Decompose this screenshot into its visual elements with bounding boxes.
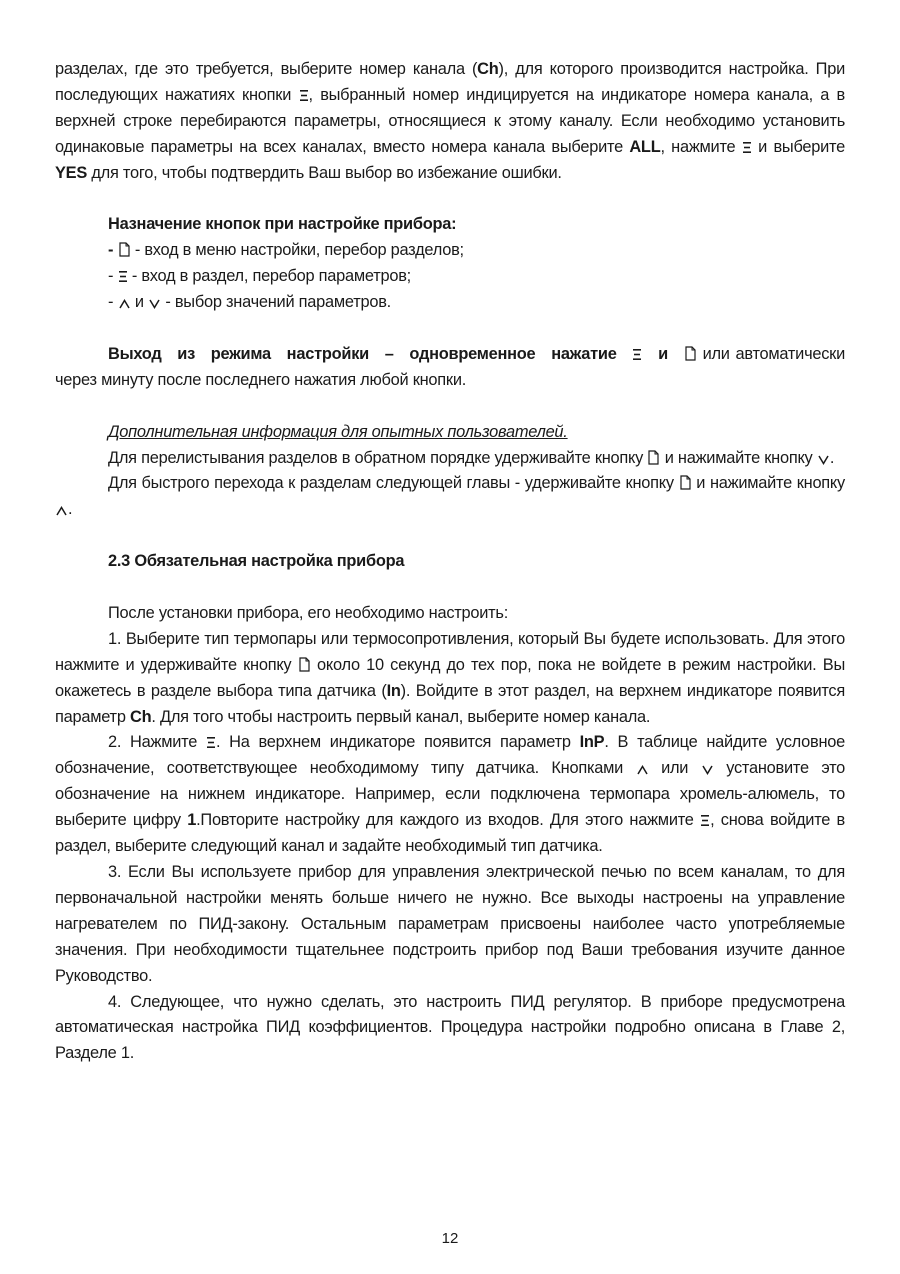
channel-param: Ch <box>477 60 499 78</box>
document-page <box>55 57 845 1067</box>
down-arrow-icon <box>702 765 713 775</box>
advanced-paragraph-1: Для перелистывания разделов в обратном порядке удерживайте кнопку и нажимайте кнопку . <box>108 448 835 467</box>
up-arrow-icon <box>119 299 130 309</box>
down-arrow-icon <box>818 455 829 465</box>
up-arrow-icon <box>56 506 67 516</box>
down-arrow-icon <box>149 299 160 309</box>
menu-icon <box>119 270 127 283</box>
list-item: - - вход в раздел, перебор параметров; <box>108 267 411 286</box>
page-icon <box>119 242 130 257</box>
menu-icon <box>300 89 308 102</box>
buttons-heading: Назначение кнопок при настройке прибора: <box>108 215 457 234</box>
up-arrow-icon <box>637 765 648 775</box>
menu-icon <box>701 814 709 827</box>
menu-icon <box>743 141 751 154</box>
page-icon <box>648 450 659 465</box>
page-number: 12 <box>441 1230 459 1247</box>
step-1: 1. Выберите тип термопары или термосопротивления, который Вы будете использовать. Для этого нажмите и удерживайте кнопку около 10 секунд до тех пор, пока не войдете в режим настройки. Вы окажетесь в разделе выбора типа датчика (In). Войдите в этот раздел, на верхнем индикаторе появится параметр Ch. Для того чтобы настроить первый канал, выберите номер канала. <box>55 629 845 726</box>
yes-param: YES <box>55 163 88 182</box>
advanced-paragraph-2: Для быстрого перехода к разделам следующей главы - удерживайте кнопку и нажимайте кнопку . <box>55 471 845 523</box>
step-2: 2. Нажмите . На верхнем индикаторе появится параметр InP. В таблице найдите условное обозначение, соответствующее необходимому типу датчика. Кнопками или установите это обозначение на нижнем индикаторе. Например, если подключена термопара хромель-алюмель, то выберите цифру 1.Повторите настройку для каждого из входов. Для этого нажмите , снова войдите в раздел, выберите следующий канал и задайте необходимый тип датчика. <box>55 733 846 856</box>
menu-icon <box>207 736 215 749</box>
all-param: ALL <box>629 137 661 156</box>
section-intro: После установки прибора, его необходимо настроить: <box>108 603 509 622</box>
list-item: - - вход в меню настройки, перебор разделов; <box>108 241 464 260</box>
list-item: - и - выбор значений параметров. <box>108 293 391 312</box>
step-3: 3. Если Вы используете прибор для управления электрической печью по всем каналам, то для первоначальной настройки менять больше ничего не нужно. Все выходы настроены на управление нагревателем по ПИД-закону. Остальным параметрам присвоены наиболее часто употребляемые значения. При необходимости тщательнее подстроить прибор под Ваши требования изучите данное Руководство. <box>55 863 845 985</box>
section-title: 2.3 Обязательная настройка прибора <box>108 552 405 571</box>
page-icon <box>685 346 696 361</box>
step-4: 4. Следующее, что нужно сделать, это настроить ПИД регулятор. В приборе предусмотрена автоматическая настройка ПИД коэффициентов. Процедура настройки подробно описана в Главе 2, Разделе 1. <box>55 992 845 1063</box>
menu-icon <box>633 348 641 361</box>
buttons-list <box>55 238 845 316</box>
exit-paragraph: Выход из режима настройки – одновременное нажатие и или автоматически через минуту после последнего нажатия любой кнопки. <box>55 344 845 389</box>
page-icon <box>299 657 310 672</box>
page-icon <box>680 475 691 490</box>
intro-paragraph: разделах, где это требуется, выберите номер канала (Ch), для которого производится настройка. При последующих нажатиях кнопки , выбранный номер индицируется на индикаторе номера канала, а в верхней строке перебираются параметры, относящиеся к этому каналу. Если необходимо установить одинаковые параметры на всех каналах, вместо номера канала выберите ALL, нажмите и выберите YES для того, чтобы подтвердить Ваш выбор во избежание ошибки. <box>55 60 846 182</box>
advanced-title: Дополнительная информация для опытных пользователей. <box>108 422 568 441</box>
